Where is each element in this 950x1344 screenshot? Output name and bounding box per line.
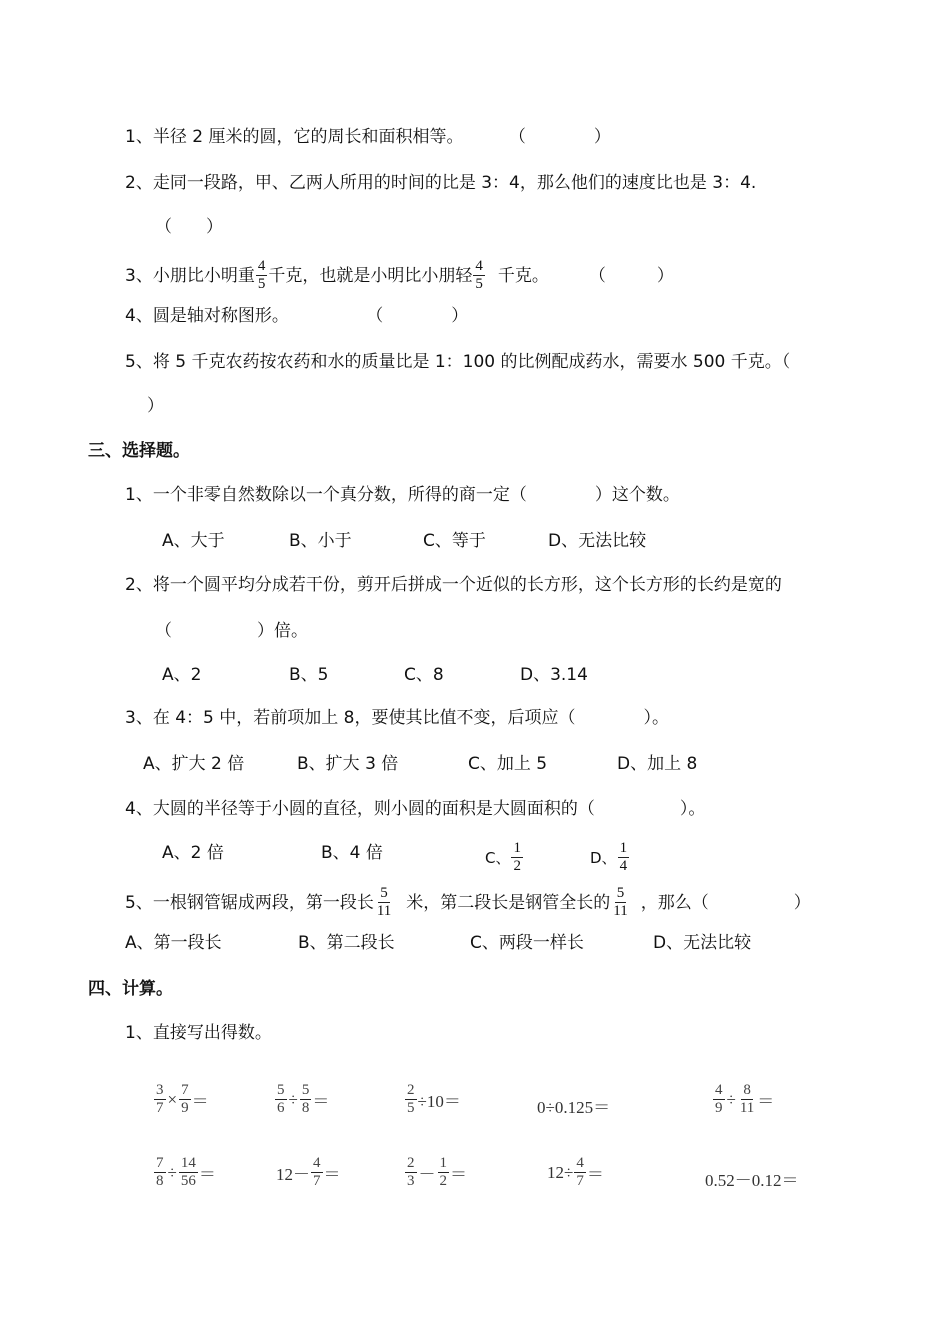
calc-expression: 12÷ $\frac{4}{7}$ ＝	[547, 1155, 604, 1189]
judge-item-2: 2、走同一段路，甲、乙两人所用的时间的比是 3：4，那么他们的速度比也是 3：4.	[125, 173, 757, 193]
option[interactable]: B、5	[289, 665, 329, 685]
option[interactable]: A、扩大 2 倍	[143, 754, 245, 774]
choice-question-5: 5、一根钢管锯成两段，第一段长 $\frac{5}{11}$ 米，第二段长是钢管全长的 $\frac{5}{11}$ ，那么（ ）	[125, 885, 811, 919]
option[interactable]: C、两段一样长	[470, 933, 584, 953]
option[interactable]: A、大于	[162, 531, 225, 551]
choice-question-4: 4、大圆的半径等于小圆的直径，则小圆的面积是大圆面积的（ ）。	[125, 799, 706, 819]
judge-item-4: 4、圆是轴对称图形。 （ ）	[125, 306, 469, 326]
option[interactable]: D、无法比较	[653, 933, 752, 953]
choice-question-1: 1、一个非零自然数除以一个真分数，所得的商一定（ ）这个数。	[125, 485, 680, 505]
fraction: $\frac{5}{11}$	[376, 885, 392, 919]
option[interactable]: C、加上 5	[468, 754, 548, 774]
option[interactable]: C、8	[404, 665, 444, 685]
option[interactable]: D、 $\frac{1}{4}$	[590, 840, 628, 874]
fraction: $\frac{5}{11}$	[613, 885, 628, 919]
option[interactable]: D、3.14	[520, 665, 588, 685]
option[interactable]: C、等于	[423, 531, 486, 551]
answer-blank[interactable]: （ ）	[588, 265, 674, 286]
calc-expression: 0÷0.125＝	[537, 1098, 611, 1117]
option[interactable]: C、 $\frac{1}{2}$	[485, 840, 521, 874]
answer-blank[interactable]: ）	[147, 396, 164, 416]
section-title: 三、选择题。	[88, 441, 190, 461]
calc-expression: $\frac{2}{3}$ － $\frac{1}{2}$ ＝	[407, 1155, 467, 1189]
option[interactable]: A、2 倍	[162, 843, 224, 863]
option[interactable]: B、第二段长	[298, 933, 395, 953]
answer-blank[interactable]: （ ）	[508, 127, 611, 147]
calc-expression: 0.52－0.12＝	[705, 1171, 799, 1190]
fraction: $\frac{4}{5}$	[475, 258, 483, 292]
option[interactable]: A、2	[162, 665, 202, 685]
option[interactable]: A、第一段长	[125, 933, 222, 953]
option[interactable]: D、无法比较	[548, 531, 647, 551]
section-title: 四、计算。	[88, 979, 173, 999]
judge-item-3: 3、小朋比小明重 $\frac{4}{5}$ 千克，也就是小明比小朋轻 $\frac{4}{5}$ 千克。 （ ）	[125, 258, 674, 292]
option[interactable]: B、扩大 3 倍	[297, 754, 399, 774]
calc-expression: $\frac{3}{7}$ × $\frac{7}{9}$ ＝	[156, 1082, 209, 1116]
judge-item-1: 1、半径 2 厘米的圆，它的周长和面积相等。 （ ）	[125, 127, 611, 147]
calc-expression: 12－ $\frac{4}{7}$ ＝	[276, 1155, 341, 1189]
fraction: $\frac{4}{5}$	[257, 258, 266, 292]
option[interactable]: B、小于	[289, 531, 352, 551]
calc-expression: $\frac{7}{8}$ ÷ $\frac{14}{56}$ ＝	[156, 1155, 216, 1189]
calc-expression: $\frac{4}{9}$ ÷ $\frac{8}{11}$ ＝	[715, 1082, 775, 1116]
answer-blank[interactable]: （ ）倍。	[155, 621, 308, 641]
answer-blank[interactable]: （ ）	[366, 306, 469, 326]
choice-question-2: 2、将一个圆平均分成若干份，剪开后拼成一个近似的长方形，这个长方形的长约是宽的	[125, 575, 782, 595]
option[interactable]: D、加上 8	[617, 754, 698, 774]
option[interactable]: B、4 倍	[321, 843, 383, 863]
choice-question-3: 3、在 4：5 中，若前项加上 8，要使其比值不变，后项应（ ）。	[125, 708, 669, 728]
calc-expression: $\frac{2}{5}$ ÷10＝	[407, 1082, 461, 1116]
answer-blank[interactable]: （ ）	[155, 217, 223, 237]
calc-question-1: 1、直接写出得数。	[125, 1023, 272, 1043]
judge-item-5: 5、将 5 千克农药按农药和水的质量比是 1：100 的比例配成药水，需要水 500 千克。（	[125, 352, 791, 372]
calc-expression: $\frac{5}{6}$ ÷ $\frac{5}{8}$ ＝	[277, 1082, 330, 1116]
